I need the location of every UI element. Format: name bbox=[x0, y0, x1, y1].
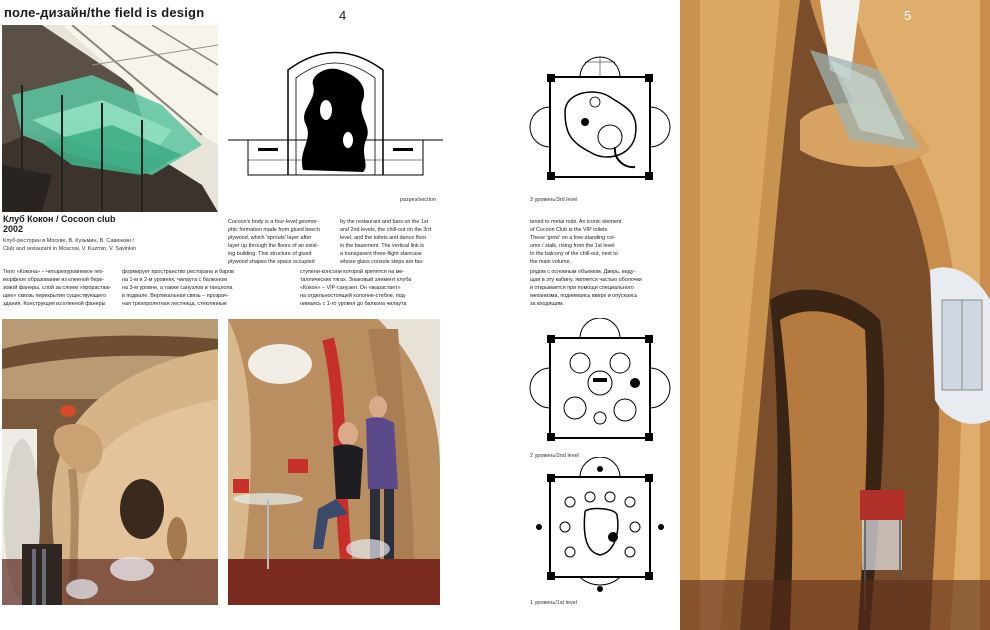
text-line: зовой фанеры, слой за слоем «прорастаю- bbox=[3, 285, 112, 291]
text-line: of Cocoon Club is the VIP toilets. bbox=[530, 227, 609, 233]
text-line: level, and the toilets and dance floor bbox=[340, 235, 427, 241]
text-line: tened to metal rods. An iconic element bbox=[530, 219, 622, 225]
text-line: whose glass console steps are fas- bbox=[340, 259, 424, 265]
plan-level-3 bbox=[525, 52, 675, 192]
text-line: in the basement. The vertical link is bbox=[340, 243, 425, 249]
text-line: щее» сквозь перекрытия существующего bbox=[3, 293, 107, 299]
text-line: ступени-консоли которой крепятся на ме- bbox=[300, 269, 405, 275]
text-line: в подвале. Вертикальная связь – прозрач- bbox=[122, 293, 229, 299]
plan-level-2 bbox=[525, 318, 675, 448]
caption-level-3: 3 уровень/3rd level bbox=[530, 197, 578, 203]
interior-wood-sculpture-photo bbox=[2, 319, 218, 605]
text-line: на 3-м уровне, а также санузлов и танцпола bbox=[122, 285, 233, 291]
text-line: phic formation made from glued beech bbox=[228, 227, 320, 233]
article-year: 2002 bbox=[3, 224, 24, 234]
page-number-right: 5 bbox=[904, 8, 912, 23]
text-line: ing building. This structure of glued bbox=[228, 251, 312, 257]
text-column-en-1 bbox=[228, 218, 334, 266]
plan-level-1 bbox=[525, 457, 675, 597]
text-line: нимаясь с 1-го уровня до балкона чилаута bbox=[300, 301, 407, 307]
text-line: the main volume. bbox=[530, 259, 572, 265]
article-subtitle bbox=[3, 237, 218, 253]
text-line: здания. Конструкция из клееной фанеры bbox=[3, 301, 106, 307]
text-line: таллических тягах. Знаковый элемент клуба bbox=[300, 277, 412, 283]
text-line: Тело «Кокона» – четырехуровневое гео- bbox=[3, 269, 104, 275]
text-column-ru-4 bbox=[530, 268, 678, 308]
right-page-photo bbox=[680, 0, 990, 630]
left-page bbox=[0, 0, 445, 630]
caption-level-2: 2 уровень/2nd level bbox=[530, 453, 579, 459]
text-line: рядом с основным объемом. Дверь, веду- bbox=[530, 269, 636, 275]
text-line: щая в эту кабину, является частью оболочки bbox=[530, 277, 642, 283]
text-line: and 2nd levels, the chill-out on the 3rd bbox=[340, 227, 432, 233]
text-line: Cocoon's body is a four-level geomor- bbox=[228, 219, 319, 225]
subtitle-en: Club and restaurant in Moscow, V. Kuzmin, V. Savinkin bbox=[3, 246, 137, 252]
people-at-table-photo bbox=[228, 319, 440, 605]
text-line: These 'grow' on a free-standing col- bbox=[530, 235, 616, 241]
text-line: plywood shapes the space occupied bbox=[228, 259, 315, 265]
text-column-en-3 bbox=[530, 218, 675, 266]
text-column-ru-1 bbox=[3, 268, 119, 308]
text-column-ru-3 bbox=[300, 268, 444, 308]
middle-page bbox=[445, 0, 680, 630]
text-line: by the restaurant and bars on the 1st bbox=[340, 219, 429, 225]
text-line: механизма, поднимаясь вверх и опускаясь bbox=[530, 293, 638, 299]
text-line: формирует пространство ресторана и баров bbox=[122, 269, 234, 275]
section-drawing bbox=[228, 40, 443, 185]
page-number-left: 4 bbox=[339, 8, 347, 23]
text-column-en-2 bbox=[340, 218, 444, 266]
text-line: layer up through the floors of an exist- bbox=[228, 243, 319, 249]
text-line: на 1-м и 2-м уровнях, чилаута с балконом bbox=[122, 277, 227, 283]
text-line: и открывается при помощи специального bbox=[530, 285, 634, 291]
text-line: umn / stalk, rising from the 1st level bbox=[530, 243, 615, 249]
caption-level-1: 1 уровень/1st level bbox=[530, 600, 577, 606]
text-line: plywood, which 'sprouts' layer after bbox=[228, 235, 312, 241]
running-header: поле-дизайн/the field is design bbox=[4, 5, 205, 20]
text-line: ная трехпролетная лестница, стеклянные bbox=[122, 301, 227, 307]
text-line: «Кокон» – VIP-санузел. Он «вырастает» bbox=[300, 285, 401, 291]
article-title bbox=[3, 214, 115, 234]
text-line: на отдельностоящей колонне-стебле, под- bbox=[300, 293, 407, 299]
text-column-ru-2 bbox=[122, 268, 238, 308]
text-line: за входящим. bbox=[530, 301, 565, 307]
subtitle-ru: Клуб-ресторан в Москве, В. Кузьмин, В. Савинкин / bbox=[3, 238, 134, 244]
article-title-text: Клуб Кокон / Cocoon club bbox=[3, 214, 116, 224]
glass-staircase-photo bbox=[2, 25, 218, 212]
caption-section: разрез/section bbox=[400, 197, 437, 203]
text-line: морфное образование из клееной бере- bbox=[3, 277, 105, 283]
text-line: a transparent three-flight staircase bbox=[340, 251, 422, 257]
text-line: to the balcony of the chill-out, next to bbox=[530, 251, 618, 257]
